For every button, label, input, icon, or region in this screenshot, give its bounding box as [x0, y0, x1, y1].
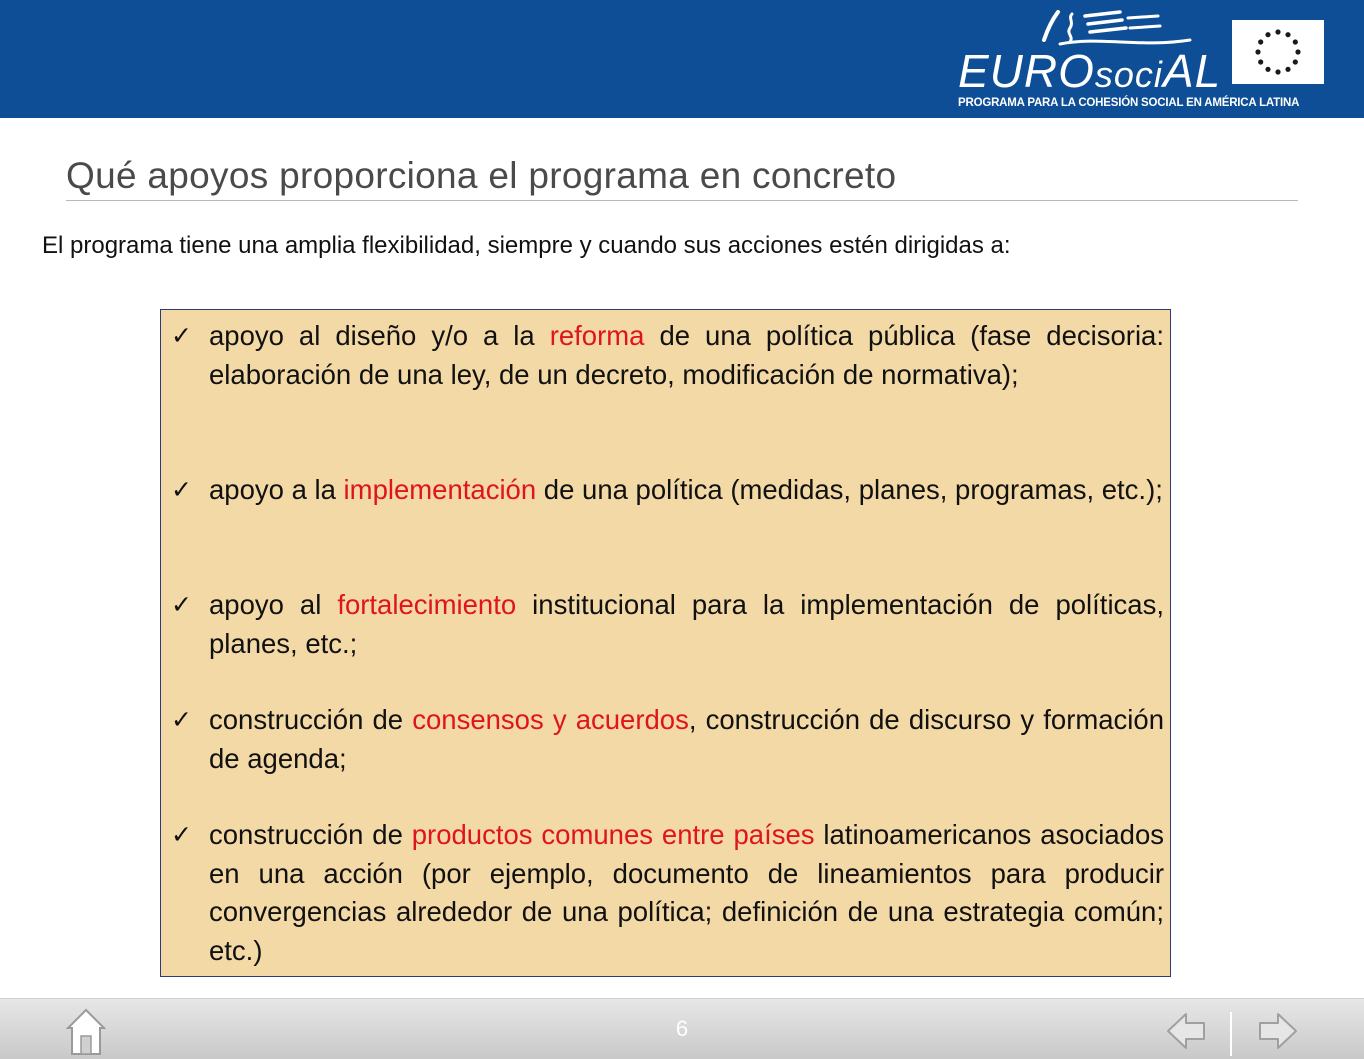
header-bar [0, 0, 1364, 118]
page-number: 6 [675, 1016, 689, 1041]
highlight-text: implementación [343, 474, 537, 505]
check-icon: ✓ [171, 821, 192, 849]
eu-star [1265, 67, 1270, 72]
highlight-text: reforma [549, 320, 645, 351]
check-icon: ✓ [171, 706, 192, 734]
eu-star [1293, 59, 1298, 64]
check-icon: ✓ [171, 591, 192, 619]
eu-star [1265, 32, 1270, 37]
eu-star [1275, 29, 1280, 34]
highlight-text: fortalecimiento [337, 589, 517, 620]
logo-tagline: PROGRAMA PARA LA COHESIÓN SOCIAL EN AMÉRICA LATINA [958, 97, 1300, 109]
nav-divider [1230, 1012, 1232, 1056]
logo-wordmark: EUROsociAL [958, 45, 1222, 97]
home-icon[interactable] [66, 1008, 106, 1056]
check-icon: ✓ [171, 322, 192, 350]
highlight-text: productos comunes entre países [411, 819, 815, 850]
eu-star [1295, 49, 1300, 54]
list-item-text: apoyo a la implementación de una política (medidas, planes, programas, etc.); [209, 474, 1163, 505]
eu-star [1293, 39, 1298, 44]
next-arrow-icon[interactable] [1258, 1012, 1298, 1050]
list-item-text: construcción de consensos y acuerdos, construcción de discurso y formación de agenda; [209, 704, 1165, 774]
eu-star [1275, 69, 1280, 74]
support-list-box [160, 309, 1171, 977]
eu-star [1285, 32, 1290, 37]
eu-star [1258, 59, 1263, 64]
list-item-text: construcción de productos comunes entre países latinoamericanos asociados en una acción (por ejemplo, documento de lineamientos para producir convergencias alrededor de una política; definición de una estrategia común; etc.) [209, 819, 1165, 966]
list-item-text: apoyo al fortalecimiento institucional para la implementación de políticas, planes, etc.; [209, 589, 1164, 659]
slide-title: Qué apoyos proporciona el programa en concreto [66, 155, 897, 196]
title-divider [66, 200, 1298, 201]
list-item-text: apoyo al diseño y/o a la reforma de una política pública (fase decisoria: elaboración de una ley, de un decreto, modificación de normativa); [209, 320, 1164, 390]
eu-star [1258, 39, 1263, 44]
prev-arrow-icon[interactable] [1166, 1012, 1206, 1050]
eu-star [1285, 67, 1290, 72]
eu-flag-icon [1232, 20, 1324, 84]
intro-text: El programa tiene una amplia flexibilidad, siempre y cuando sus acciones estén dirigidas a: [42, 232, 1011, 259]
highlight-text: consensos y acuerdos [412, 704, 689, 735]
eu-star [1255, 49, 1260, 54]
check-icon: ✓ [171, 476, 192, 504]
